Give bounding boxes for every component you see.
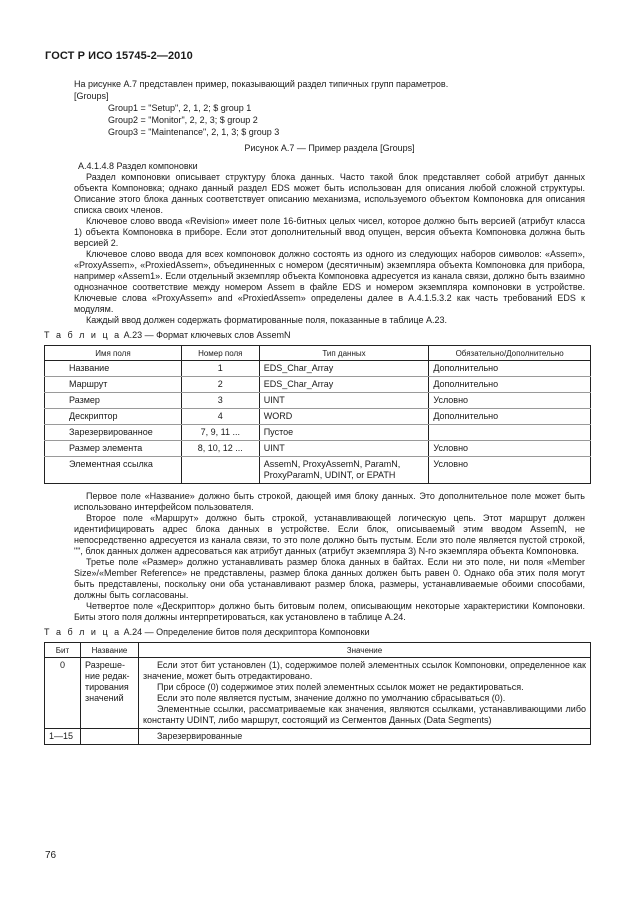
cell-field-number: 1 xyxy=(181,361,259,377)
cell-required: Условно xyxy=(429,457,591,484)
table-row xyxy=(45,425,591,441)
cell-bit: 0 xyxy=(45,658,81,729)
cell-data-type: EDS_Char_Array xyxy=(259,377,429,393)
paragraph: Раздел компоновки описывает структуру блока данных. Часто такой блок представляет собой атрибут данных объекта Компоновка; однако данный раздел EDS может быть использован для описания любой сложной структуры. Описание этого блока данных соответствует описанию механизма, используемого объектом Компоновка для описания списка своих членов. xyxy=(74,172,585,215)
page-number: 76 xyxy=(45,850,57,861)
table-row xyxy=(45,457,591,484)
code-line: Group2 = "Monitor", 2, 2, 3; $ group 2 xyxy=(108,115,258,125)
cell-field-name: Размер элемента xyxy=(45,441,182,457)
paragraph: Ключевое слово ввода для всех компоновок должно состоять из одного из следующих наборов символов: «Assem», «ProxyAssem», «ProxiedAssem», объединенных с номером (десятичным) экземпляра объекта Компоновка для прибора, например «Assem1». Если отдельный экземпляр объекта Компоновка адресуется из канала связи, должно быть взаимно однозначное соответствие между номером Assem в файле EDS и номером экземпляра компоновки в устройстве. Ключевые слова «ProxyAssem» and «ProxiedAssem» определены далее в А.4.1.5.3.2 как часть требований EDS к модулям. xyxy=(74,249,585,314)
value-paragraph: Если этот бит установлен (1), содержимое полей элементных ссылок Компоновки, определенное как значение, может быть отредактировано. xyxy=(143,660,586,681)
column-header: Имя поля xyxy=(45,346,182,361)
column-header: Бит xyxy=(45,643,81,658)
paragraph: Четвертое поле «Дескриптор» должно быть битовым полем, описывающим некоторые характеристики Компоновки. Биты этого поля должны интерпретироваться, как установлено в таблице А.24. xyxy=(74,601,585,622)
cell-required: Дополнительно xyxy=(429,409,591,425)
code-line: [Groups] xyxy=(74,91,109,101)
cell-required xyxy=(429,425,591,441)
cell-data-type: WORD xyxy=(259,409,429,425)
figure-caption: Рисунок А.7 — Пример раздела [Groups] xyxy=(244,143,415,153)
value-paragraph: Если это поле является пустым, значение должно по умолчанию сбрасываться (0). xyxy=(157,693,506,703)
cell-field-name: Маршрут xyxy=(45,377,182,393)
code-block xyxy=(74,90,585,138)
value-paragraph: Элементные ссылки, рассматриваемые как значения, являются ссылками, устанавливающими либо константу UDINT, либо маршрут, состоящий из Сегментов Данных (Data Segments) xyxy=(143,704,586,725)
cell-data-type: AssemN, ProxyAssemN, ParamN, ProxyParamN, UDINT, or EPATH xyxy=(259,457,429,484)
cell-data-type: EDS_Char_Array xyxy=(259,361,429,377)
paragraph: Третье поле «Размер» должно устанавливать размер блока данных в байтах. Если ни это поле, ни поля «Member Size»/«Member Reference» не представлены, размер блока данных должен быть равен 0. Однако оба этих поля могут быть представлены, поскольку они оба устанавливают размер блока, размеры, устанавливаемые обоими способами, должны быть согласованы. xyxy=(74,557,585,600)
code-line: Group1 = "Setup", 2, 1, 2; $ group 1 xyxy=(108,103,252,113)
column-header: Обязательно/Дополнительно xyxy=(429,346,591,361)
cell-required: Условно xyxy=(429,441,591,457)
cell-required: Дополнительно xyxy=(429,377,591,393)
table-title-text: А.23 — Формат ключевых слов AssemN xyxy=(123,330,291,340)
cell-field-name: Зарезервированное xyxy=(45,425,182,441)
cell-field-name: Дескриптор xyxy=(45,409,182,425)
cell-field-number: 3 xyxy=(181,393,259,409)
cell-data-type: UINT xyxy=(259,441,429,457)
cell-field-name: Элементная ссылка xyxy=(45,457,182,484)
table-label: Т а б л и ц а xyxy=(44,627,122,637)
table-row xyxy=(45,377,591,393)
table-row xyxy=(45,441,591,457)
cell-value xyxy=(139,729,591,745)
table-row xyxy=(45,729,591,745)
table-row xyxy=(45,409,591,425)
code-line: Group3 = "Maintenance", 2, 1, 3; $ group 3 xyxy=(108,127,280,137)
cell-required: Дополнительно xyxy=(429,361,591,377)
column-header: Значение xyxy=(139,643,591,658)
section-title: А.4.1.4.8 Раздел компоновки xyxy=(78,161,198,171)
cell-field-name: Размер xyxy=(45,393,182,409)
column-header: Название xyxy=(81,643,139,658)
cell-field-name: Название xyxy=(45,361,182,377)
cell-data-type: UINT xyxy=(259,393,429,409)
value-paragraph: При сбросе (0) содержимое этих полей элементных ссылок может не редактироваться. xyxy=(157,682,524,692)
cell-required: Условно xyxy=(429,393,591,409)
cell-name xyxy=(81,729,139,745)
cell-field-number: 7, 9, 11 ... xyxy=(181,425,259,441)
paragraph: Ключевое слово ввода «Revision» имеет поле 16-битных целых чисел, которое должно быть версией (атрибут класса 1) объекта Компоновка в приборе. Если этот дополнительный ввод опущен, версия объекта Компоновка должна быть версией 2. xyxy=(74,216,585,248)
cell-value xyxy=(139,658,591,729)
table-24-title xyxy=(44,627,585,638)
paragraph: Каждый ввод должен содержать форматированные поля, показанные в таблице А.23. xyxy=(86,315,448,325)
table-title-text: А.24 — Определение битов поля дескриптора Компоновки xyxy=(123,627,370,637)
table-row xyxy=(45,361,591,377)
cell-data-type: Пустое xyxy=(259,425,429,441)
intro-text: На рисунке А.7 представлен пример, показывающий раздел типичных групп параметров. xyxy=(74,79,449,89)
table-23 xyxy=(44,345,591,484)
page-header: ГОСТ Р ИСО 15745-2—2010 xyxy=(45,50,193,62)
table-row xyxy=(45,393,591,409)
table-row xyxy=(45,658,591,729)
paragraph: Первое поле «Название» должно быть строкой, дающей имя блоку данных. Это дополнительное поле может быть использовано интерфейсом пользователя. xyxy=(74,491,585,512)
cell-name: Разреше-ние редак-тирования значений xyxy=(81,658,139,729)
cell-field-number: 4 xyxy=(181,409,259,425)
paragraph: Второе поле «Маршрут» должно быть строкой, устанавливающей логическую цепь. Этот маршрут должен идентифицировать адрес блока данных в устройстве. Если блок, описываемый этим вводом AssemN, не непосредственно адресуется из канала связи, то это поле должно быть пустым. Если это поле является пустой строкой, "", блок данных должен адресоваться как атрибут данных (атрибут экземпляра 3) N-го экземпляра объекта Компоновка. xyxy=(74,513,585,556)
cell-field-number: 2 xyxy=(181,377,259,393)
value-paragraph: Зарезервированные xyxy=(157,731,243,741)
cell-bit: 1—15 xyxy=(45,729,81,745)
column-header: Номер поля xyxy=(181,346,259,361)
document-body xyxy=(44,79,586,745)
cell-field-number: 8, 10, 12 ... xyxy=(181,441,259,457)
table-23-title xyxy=(44,330,585,341)
column-header: Тип данных xyxy=(259,346,429,361)
table-24 xyxy=(44,642,591,745)
cell-field-number xyxy=(181,457,259,484)
table-label: Т а б л и ц а xyxy=(44,330,122,340)
